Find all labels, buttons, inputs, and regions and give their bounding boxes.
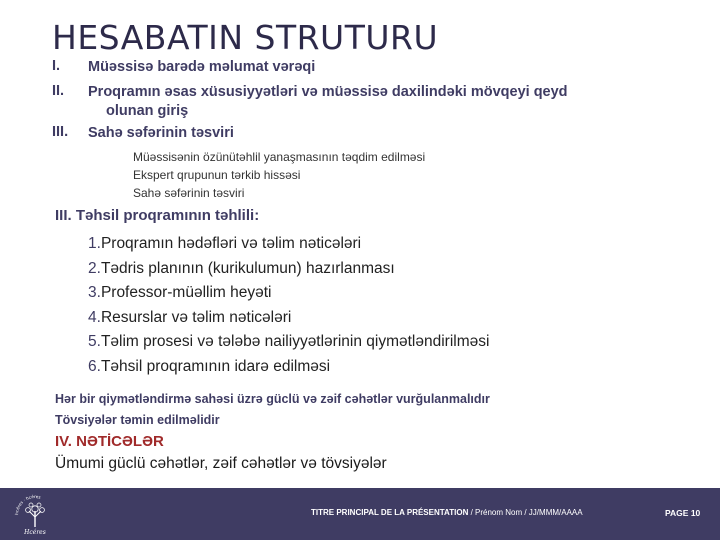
- outline-text-1: Müəssisə barədə məlumat vərəqi: [88, 59, 316, 75]
- list-item: 5.Təlim prosesi və tələbə nailiyyətlərinin qiymətləndirilməsi: [88, 333, 490, 350]
- svg-text:hcéres · hcéres: hcéres · hcéres: [13, 493, 42, 516]
- list-item: 3.Professor-müəllim heyəti: [88, 284, 272, 301]
- list-item: 2.Tədris planının (kurikulumun) hazırlanması: [88, 259, 395, 277]
- summary-text: Ümumi güclü cəhətlər, zəif cəhətlər və tövsiyələr: [55, 455, 387, 472]
- outline-num-2: II.: [52, 83, 65, 99]
- sub-item: Sahə səfərinin təsviri: [133, 186, 245, 200]
- outline-text-2: Proqramın əsas xüsusiyyətləri və müəssisə daxilindəki mövqeyi qeyd: [88, 84, 568, 100]
- list-item: 4.Resurslar və təlim nəticələri: [88, 308, 292, 326]
- outline-text-3: Sahə səfərinin təsviri: [88, 125, 234, 141]
- sub-item: Müəssisənin özünütəhlil yanaşmasının təqdim edilməsi: [133, 150, 426, 164]
- hceres-logo-icon: [12, 491, 58, 537]
- footer-presentation-info: TITRE PRINCIPAL DE LA PRÉSENTATION / Prénom Nom / JJ/MMM/AAAA: [311, 508, 583, 517]
- outline-num-3: III.: [52, 124, 69, 140]
- section-heading: III. Təhsil proqramının təhlili:: [55, 207, 260, 224]
- outline-text-2-cont: olunan giriş: [106, 103, 189, 119]
- note-text: Hər bir qiymətləndirmə sahəsi üzrə güclü və zəif cəhətlər vurğulanmalıdır: [55, 392, 490, 406]
- list-item: 6.Təhsil proqramının idarə edilməsi: [88, 357, 331, 375]
- svg-text:Hcéres: Hcéres: [24, 529, 46, 536]
- page-number: PAGE 10: [665, 508, 701, 518]
- outline-num-1: I.: [52, 58, 61, 74]
- page-title: HESABATIN STRUTURU: [52, 18, 439, 57]
- footer-bar: [0, 488, 720, 540]
- note-text: Tövsiyələr təmin edilməlidir: [55, 413, 220, 427]
- analysis-list: [88, 232, 489, 379]
- sub-item: Ekspert qrupunun tərkib hissəsi: [133, 168, 301, 182]
- list-item: 1.Proqramın hədəfləri və təlim nəticələri: [88, 235, 362, 252]
- conclusion-heading: IV. NƏTİCƏLƏR: [55, 433, 164, 450]
